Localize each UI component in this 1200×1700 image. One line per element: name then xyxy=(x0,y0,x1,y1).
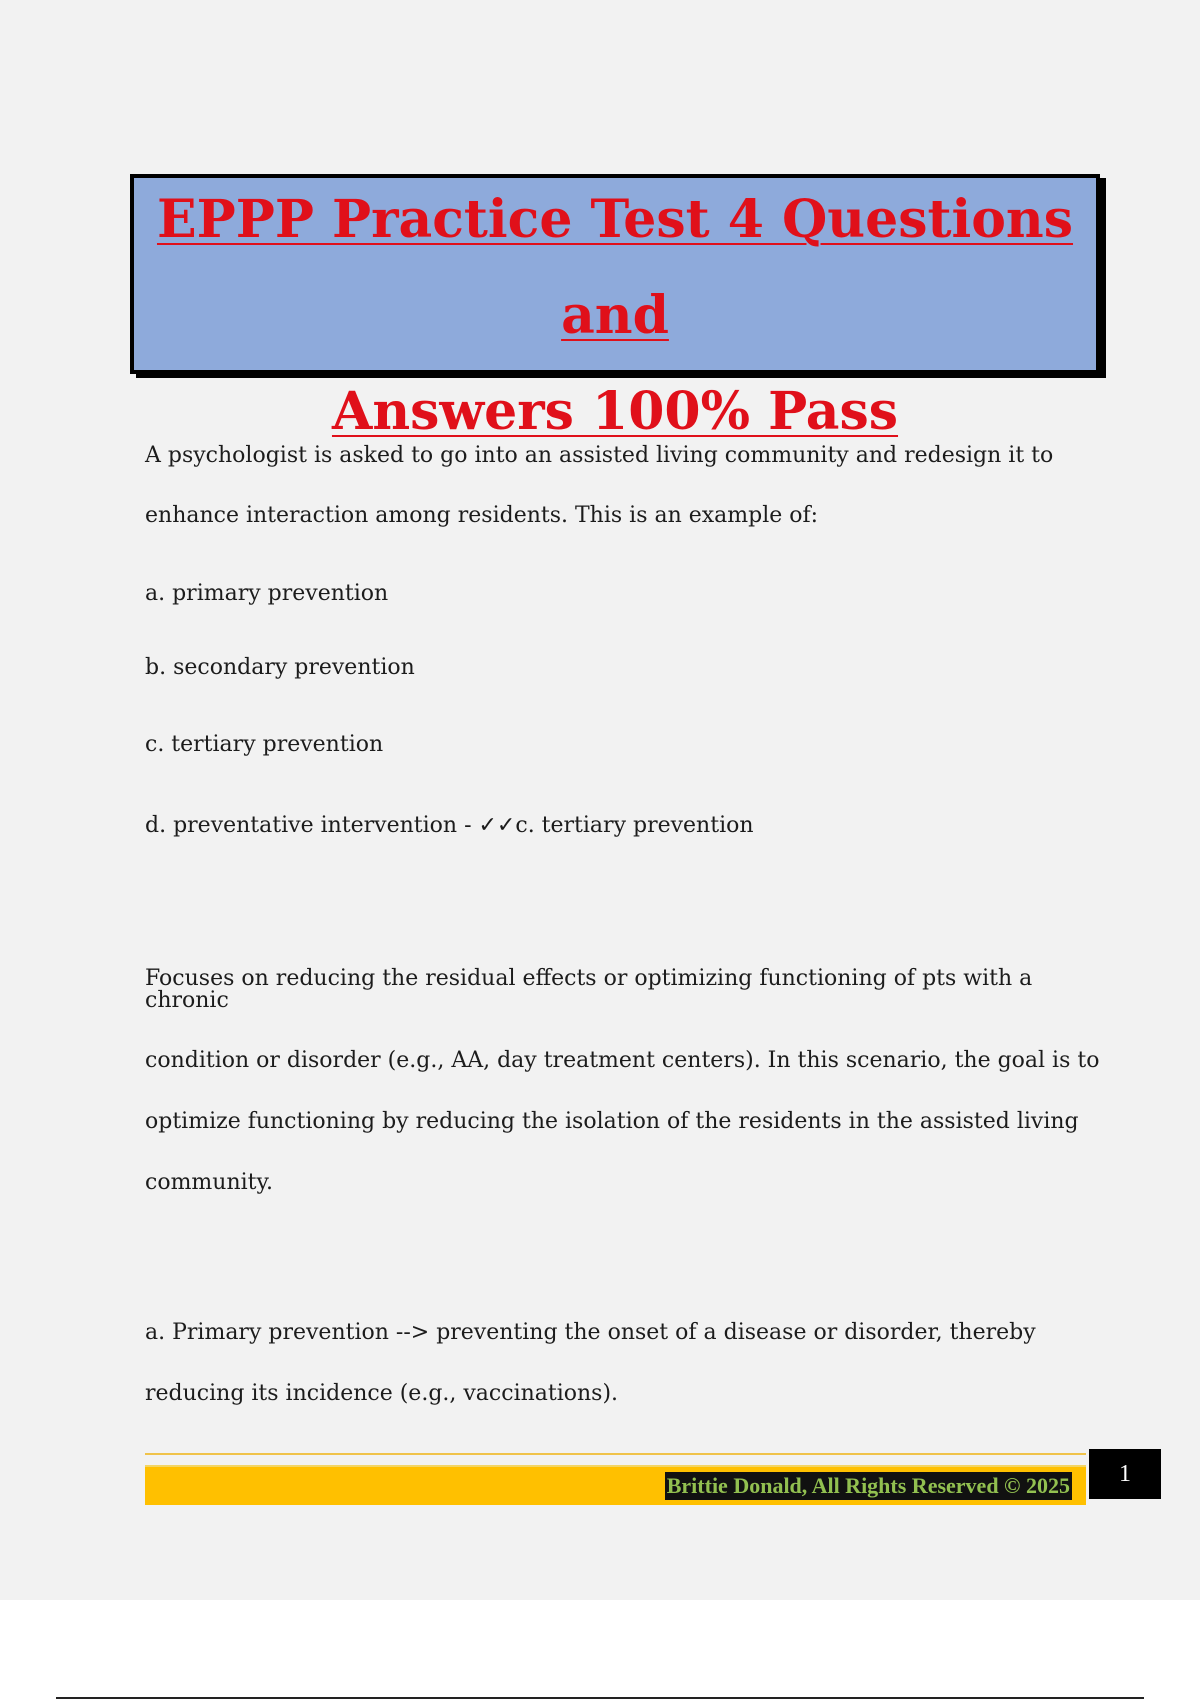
option-c: c. tertiary prevention xyxy=(145,732,384,757)
title-line-2: Answers 100% Pass xyxy=(331,381,899,442)
title-line-1: EPPP Practice Test 4 Questions and xyxy=(156,189,1074,346)
page-number: 1 xyxy=(1089,1449,1161,1499)
explanation-block xyxy=(145,968,1105,1194)
option-d: d. preventative intervention - xyxy=(145,813,479,838)
footer-bar xyxy=(145,1465,1086,1505)
note-block xyxy=(145,1322,1105,1405)
copyright-text: Brittie Donald, All Rights Reserved © 2025 xyxy=(666,1473,1070,1498)
title-banner xyxy=(130,174,1100,442)
explanation-line-2: condition or disorder (e.g., AA, day treatment centers). In this scenario, the goal is to xyxy=(145,1048,1100,1073)
footer-divider xyxy=(145,1453,1086,1455)
check-marks-icon: ✓✓ xyxy=(478,813,516,838)
option-b: b. secondary prevention xyxy=(145,655,415,680)
explanation-line-3: optimize functioning by reducing the isolation of the residents in the assisted living xyxy=(145,1109,1079,1134)
option-a: a. primary prevention xyxy=(145,581,389,606)
correct-answer: c. tertiary prevention xyxy=(515,813,754,838)
explanation-line-1: Focuses on reducing the residual effects or optimizing functioning of pts with a chronic xyxy=(145,966,1033,1013)
document-body xyxy=(145,445,1105,1405)
option-d-with-answer xyxy=(145,815,1105,837)
note-line-2: reducing its incidence (e.g., vaccinations). xyxy=(145,1381,619,1406)
question-block xyxy=(145,445,1105,837)
explanation-line-4: community. xyxy=(145,1170,274,1195)
note-line-1: a. Primary prevention --> preventing the onset of a disease or disorder, thereby xyxy=(145,1320,1036,1345)
question-text-line-2: enhance interaction among residents. This is an example of: xyxy=(145,503,819,528)
question-text-line-1: A psychologist is asked to go into an assisted living community and redesign it to xyxy=(145,443,1054,468)
next-page-divider xyxy=(56,1697,1144,1699)
